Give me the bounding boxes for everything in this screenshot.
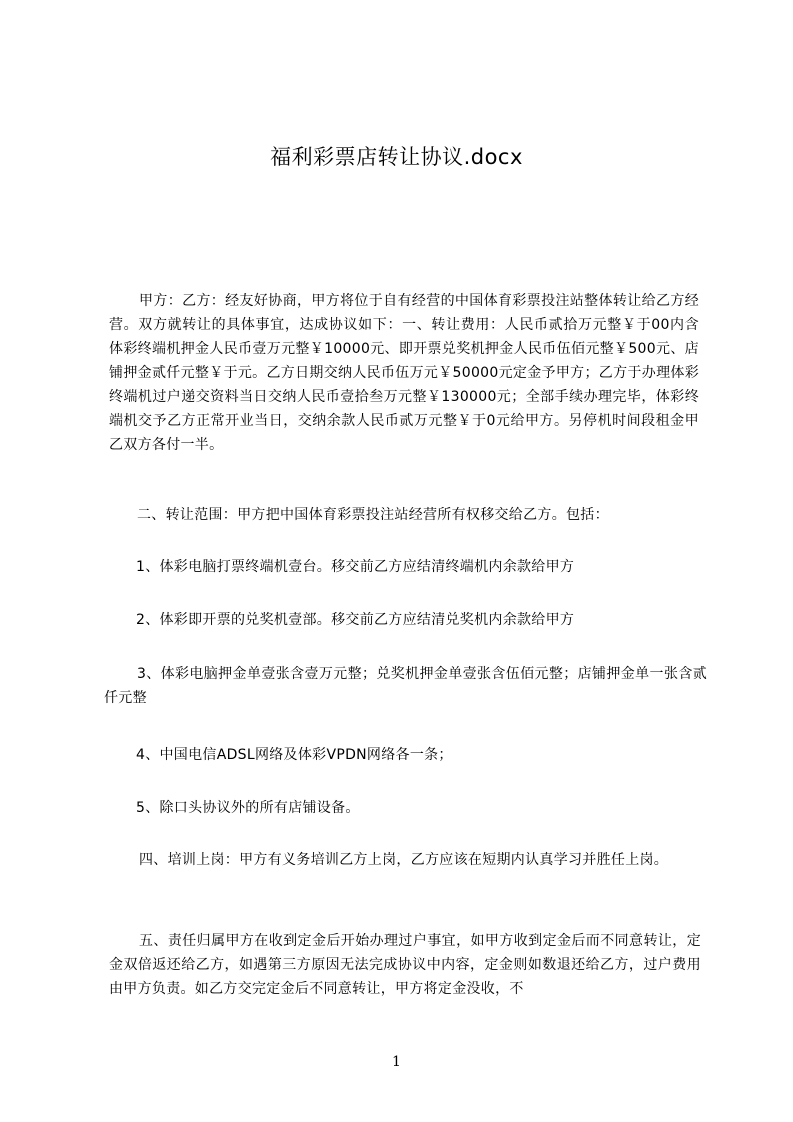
list-item: 3、体彩电脑押金单壹张含壹万元整；兑奖机押金单壹张含伍佰元整；店铺押金单一张含贰仟元整 (104, 666, 707, 706)
list-item: 2、体彩即开票的兑奖机壹部。移交前乙方应结清兑奖机内余款给甲方 (136, 612, 575, 628)
paragraph-liability: 五、责任归属甲方在收到定金后开始办理过户事宜，如甲方收到定金后而不同意转让，定金双倍返还给乙方，如遇第三方原因无法完成协议中内容，定金则如数退还给乙方，过户费用由甲方负责。如乙方交完定金后不同意转让，甲方将定金没收，不 (109, 933, 701, 997)
paragraph-training: 四、培训上岗：甲方有义务培训乙方上岗，乙方应该在短期内认真学习并胜任上岗。 (139, 852, 669, 868)
document-title: 福利彩票店转让协议.docx (270, 145, 523, 169)
list-item: 4、中国电信ADSL网络及体彩VPDN网络各一条； (136, 747, 453, 763)
list-item: 1、体彩电脑打票终端机壹台。移交前乙方应结清终端机内余款给甲方 (136, 559, 575, 575)
paragraph-intro: 甲方：乙方：经友好协商，甲方将位于自有经营的中国体育彩票投注站整体转让给乙方经营。双方就转让的具体事宜，达成协议如下：一、转让费用：人民币贰拾万元整￥于00内含体彩终端机押金人民币壹万元整￥10000元、即开票兑奖机押金人民币伍佰元整￥500元、店铺押金贰仟元整￥于元。乙方日期交纳人民币伍万元￥50000元定金予甲方；乙方于办理体彩终端机过户递交资料当日交纳人民币壹拾叁万元整￥130000元；全部手续办理完毕，体彩终端机交予乙方正常开业当日，交纳余款人民币贰万元整￥于0元给甲方。另停机时间段租金甲乙双方各付一半。 (109, 293, 699, 453)
page-number: 1 (392, 1054, 401, 1070)
list-item: 5、除口头协议外的所有店铺设备。 (136, 800, 360, 816)
paragraph-scope: 二、转让范围：甲方把中国体育彩票投注站经营所有权移交给乙方。包括： (137, 507, 609, 523)
